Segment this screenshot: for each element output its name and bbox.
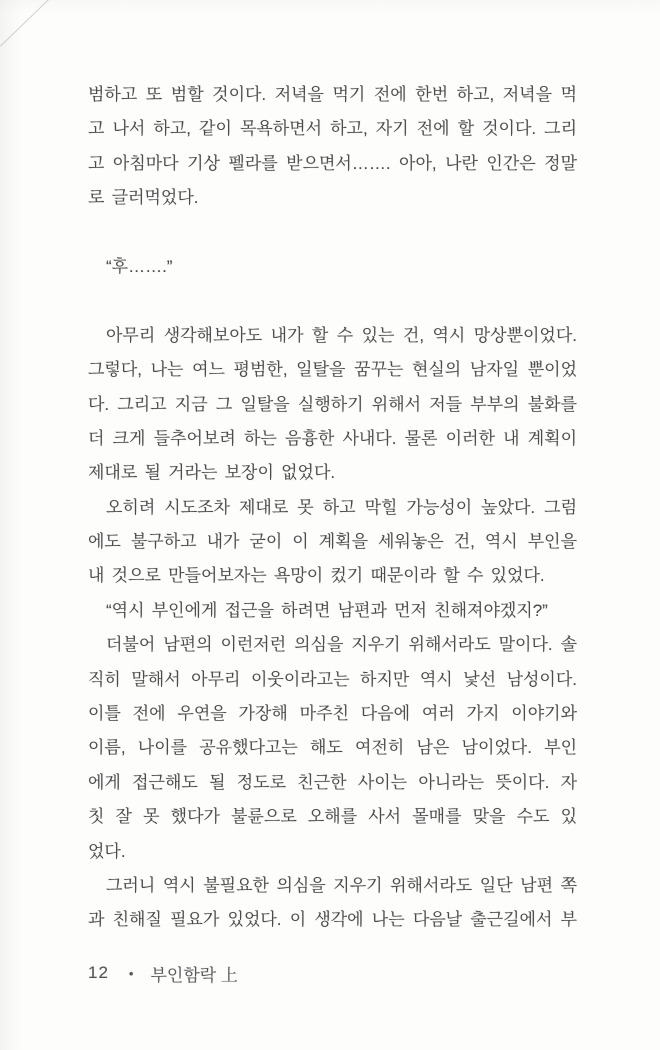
text-line: 범하고 또 범할 것이다. 저녁을 먹기 전에 한번 하고, 저녁을 먹	[88, 85, 577, 104]
text-line: 더 크게 들추어보려 하는 음흉한 사내다. 물론 이러한 내 계획이	[88, 428, 577, 448]
text-line: 칫 잘 못 했다가 불륜으로 오해를 사서 몰매를 맞을 수도 있	[88, 807, 577, 827]
text-line: 었다.	[88, 841, 126, 861]
blank-line	[88, 216, 577, 250]
page-text	[88, 78, 577, 938]
book-title: 부인함락 上	[150, 965, 238, 985]
text-line: 이름, 나이를 공유했다고는 해도 여전히 남은 남이었다. 부인	[88, 738, 577, 758]
text-line: 에게 접근해도 될 정도로 친근한 사이는 아니라는 뜻이다. 자	[88, 772, 577, 792]
blank-line	[88, 284, 577, 318]
text-line: 더불어 남편의 이런저런 의심을 지우기 위해서라도 말이다. 솔	[106, 635, 577, 655]
text-line: 그렇다, 나는 여느 평범한, 일탈을 꿈꾸는 현실의 남자일 뿐이었	[88, 360, 577, 380]
page-footer	[88, 956, 238, 990]
page-number: 12	[88, 963, 109, 982]
text-line: 그러니 역시 불필요한 의심을 지우기 위해서라도 일단 남편 쪽	[106, 875, 577, 895]
text-line: 이틀 전에 우연을 가장해 마주친 다음에 여러 가지 이야기와	[88, 704, 577, 724]
text-line: 직히 말해서 아무리 이웃이라고는 하지만 역시 낯선 남성이다.	[88, 669, 577, 689]
page-corner-crease	[0, 0, 54, 47]
quote-line: “역시 부인에게 접근을 하려면 남편과 먼저 친해져야겠지?”	[106, 600, 548, 620]
text-line: 제대로 될 거라는 보장이 없었다.	[88, 463, 336, 483]
text-line: 과 친해질 필요가 있었다. 이 생각에 나는 다음날 출근길에서 부	[88, 910, 577, 930]
text-line: 에도 불구하고 내가 굳이 이 계획을 세워놓은 건, 역시 부인을	[88, 532, 577, 552]
text-line: 오히려 시도조차 제대로 못 하고 막힐 가능성이 높았다. 그럼	[106, 497, 577, 517]
quote-line: “후…….”	[106, 256, 173, 276]
footer-separator: •	[128, 965, 134, 981]
text-line: 로 글러먹었다.	[88, 188, 199, 208]
text-line: 고 나서 하고, 같이 목욕하면서 하고, 자기 전에 할 것이다. 그리	[88, 119, 577, 139]
text-line: 내 것으로 만들어보자는 욕망이 컸기 때문이라 할 수 있었다.	[88, 566, 545, 586]
text-line: 아무리 생각해보아도 내가 할 수 있는 건, 역시 망상뿐이었다.	[106, 325, 577, 345]
text-line: 다. 그리고 지금 그 일탈을 실행하기 위해서 저들 부부의 불화를	[88, 394, 577, 414]
text-line: 고 아침마다 기상 펠라를 받으면서……. 아아, 나란 인간은 정말	[88, 153, 577, 173]
